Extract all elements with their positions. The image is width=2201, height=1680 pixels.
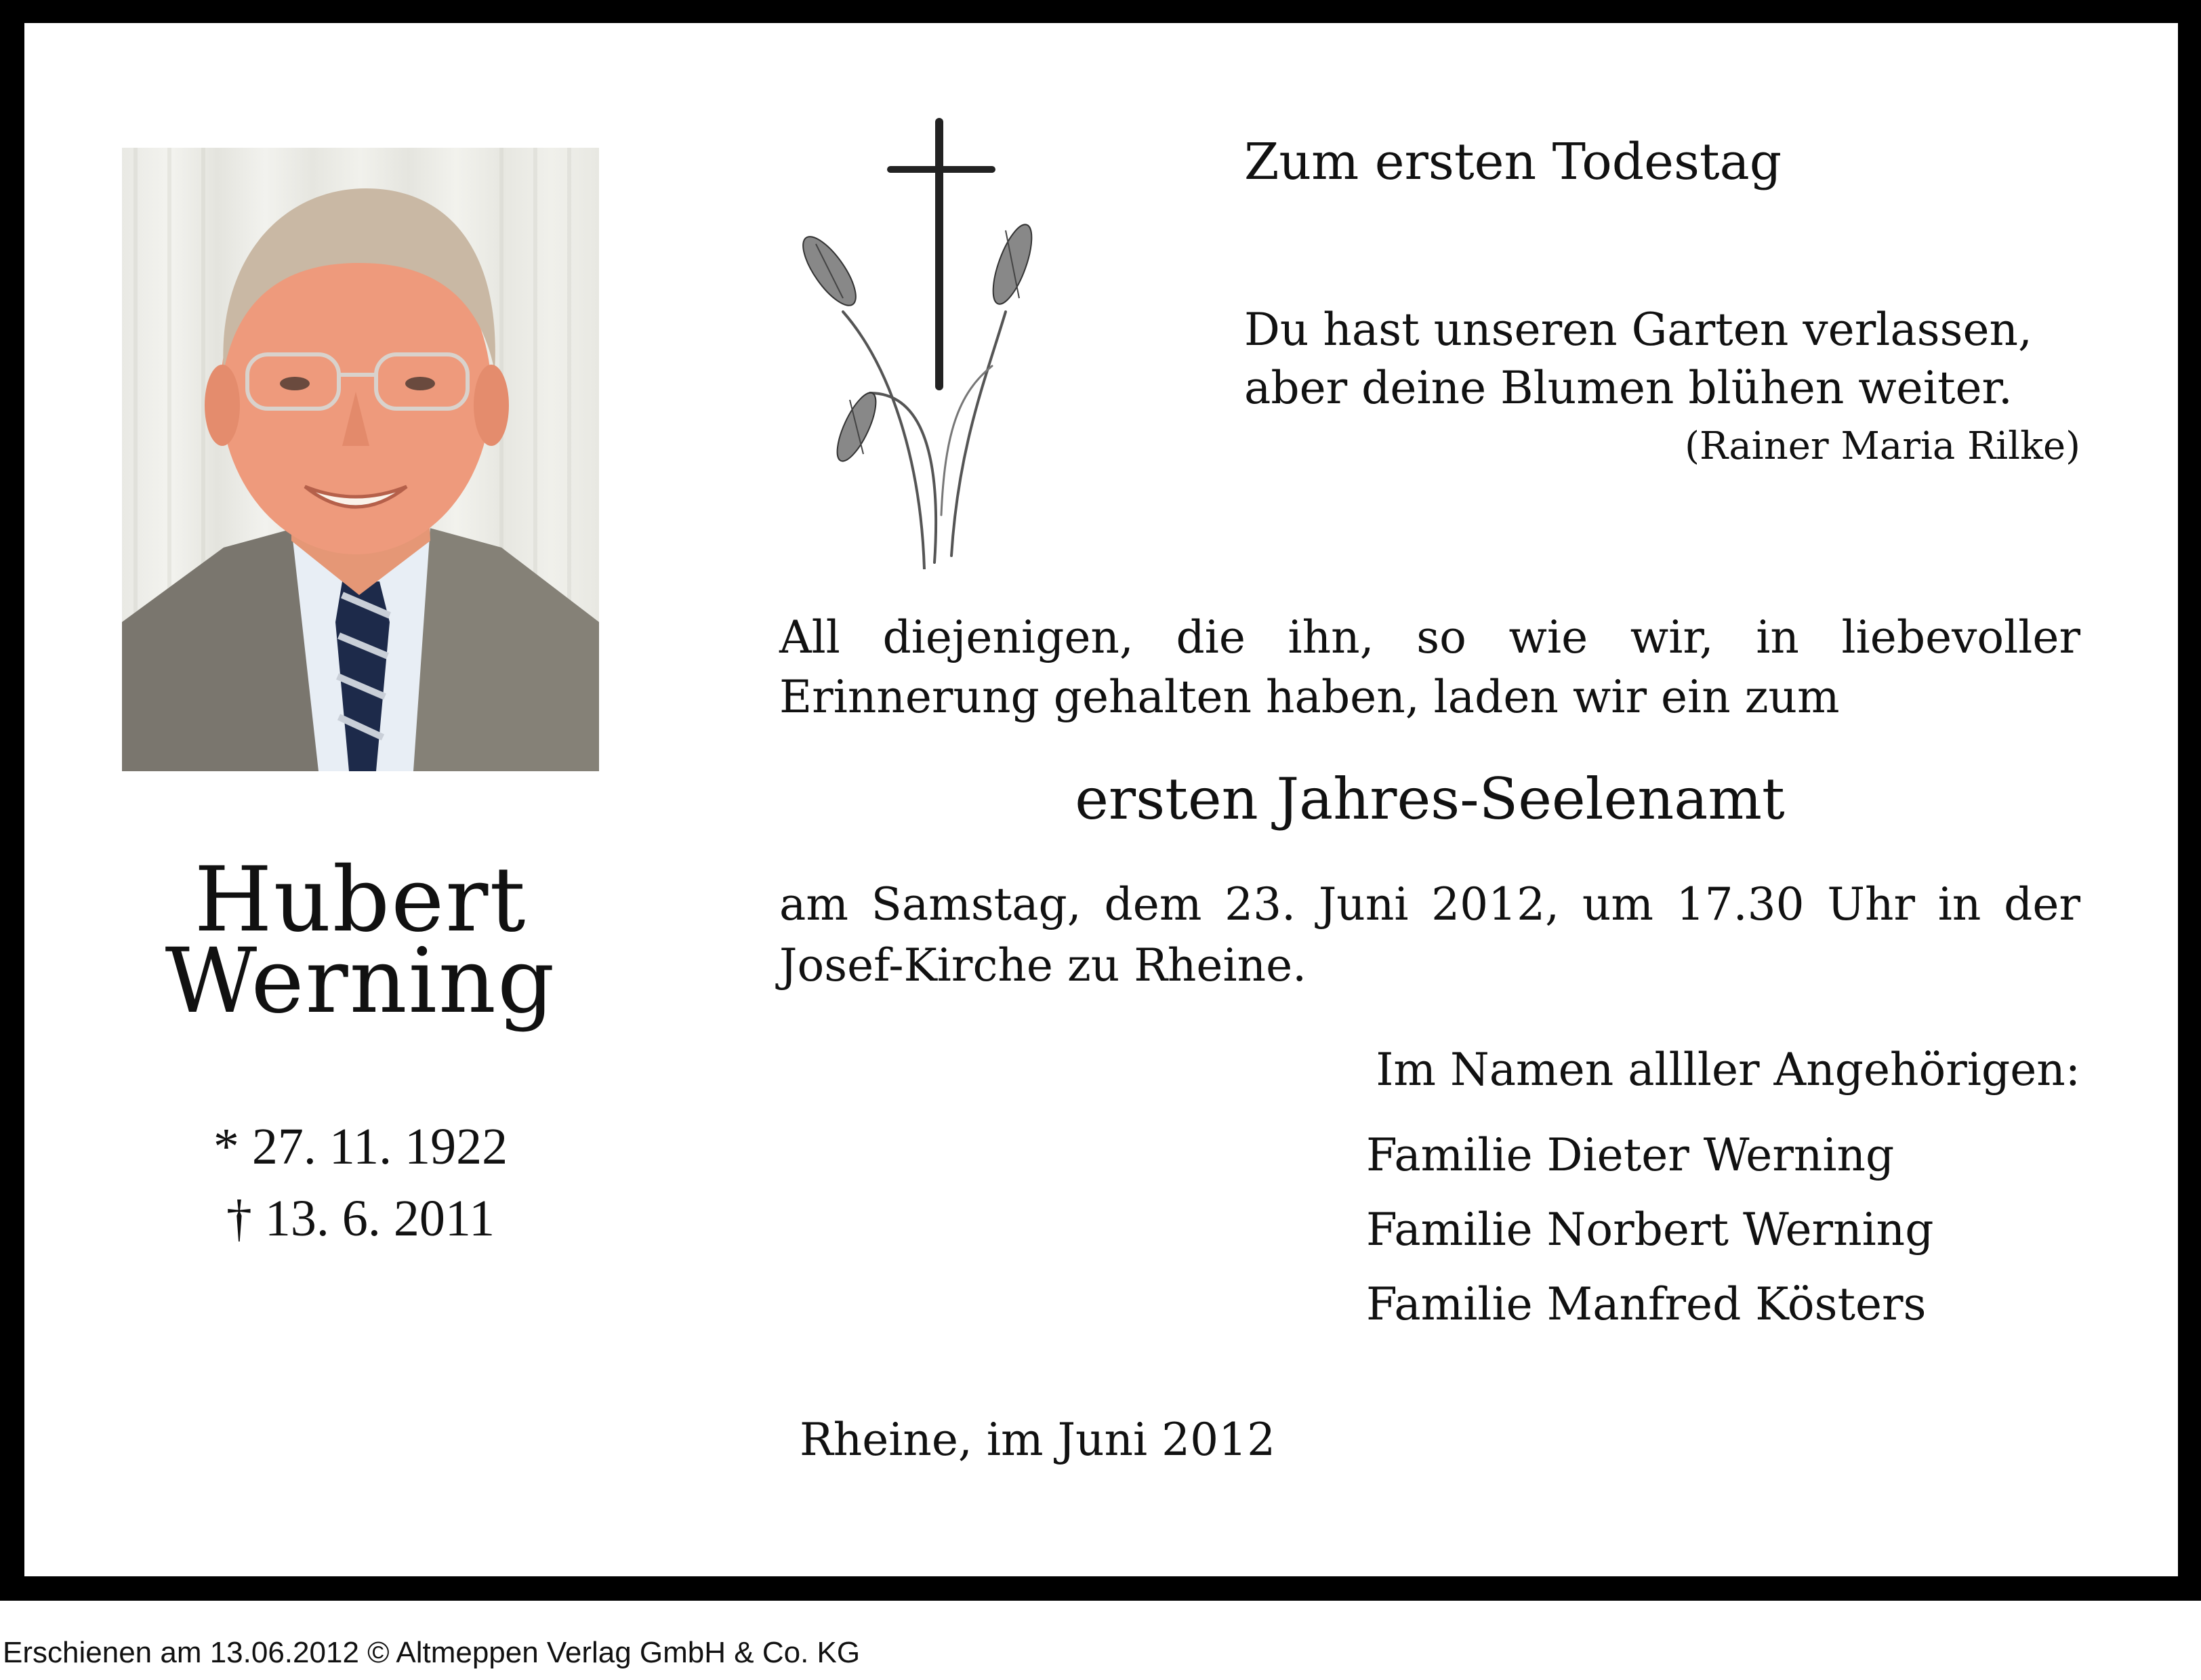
quote-author: (Rainer Maria Rilke) (1685, 424, 2080, 468)
family-name: Familie Norbert Werning (1366, 1204, 1934, 1256)
quote-line-1: Du hast unseren Garten verlassen, (1244, 304, 2032, 356)
birth-date: * 27. 11. 1922 (213, 1118, 508, 1175)
invite-line-2: Erinnerung gehalten haben, laden wir ein zum (779, 671, 1840, 723)
event-date-line-1: am Samstag, dem 23. Juni 2012, um 17.30 Uhr in der (779, 878, 2080, 930)
deceased-first-name: Hubert (194, 848, 527, 952)
publication-footer: Erschienen am 13.06.2012 © Altmeppen Verlag GmbH & Co. KG (3, 1636, 861, 1669)
deceased-last-name: Werning (165, 929, 556, 1033)
event-title: ersten Jahres-Seelenamt (1075, 766, 1785, 832)
death-date: † 13. 6. 2011 (226, 1190, 495, 1247)
event-date-line-2: Josef-Kirche zu Rheine. (779, 939, 1307, 991)
signoff: Im Namen allller Angehörigen: (1376, 1044, 2080, 1096)
family-name: Familie Dieter Werning (1366, 1129, 1895, 1181)
family-name: Familie Manfred Kösters (1366, 1278, 1927, 1330)
notice-heading: Zum ersten Todestag (1244, 133, 1782, 191)
portrait-photo (122, 148, 599, 771)
place-and-date: Rheine, im Juni 2012 (800, 1414, 1276, 1466)
quote-line-2: aber deine Blumen blühen weiter. (1244, 362, 2013, 414)
cross-with-wheat-icon (789, 108, 1040, 569)
invite-line-1: All diejenigen, die ihn, so wie wir, in liebevoller (779, 611, 2080, 663)
